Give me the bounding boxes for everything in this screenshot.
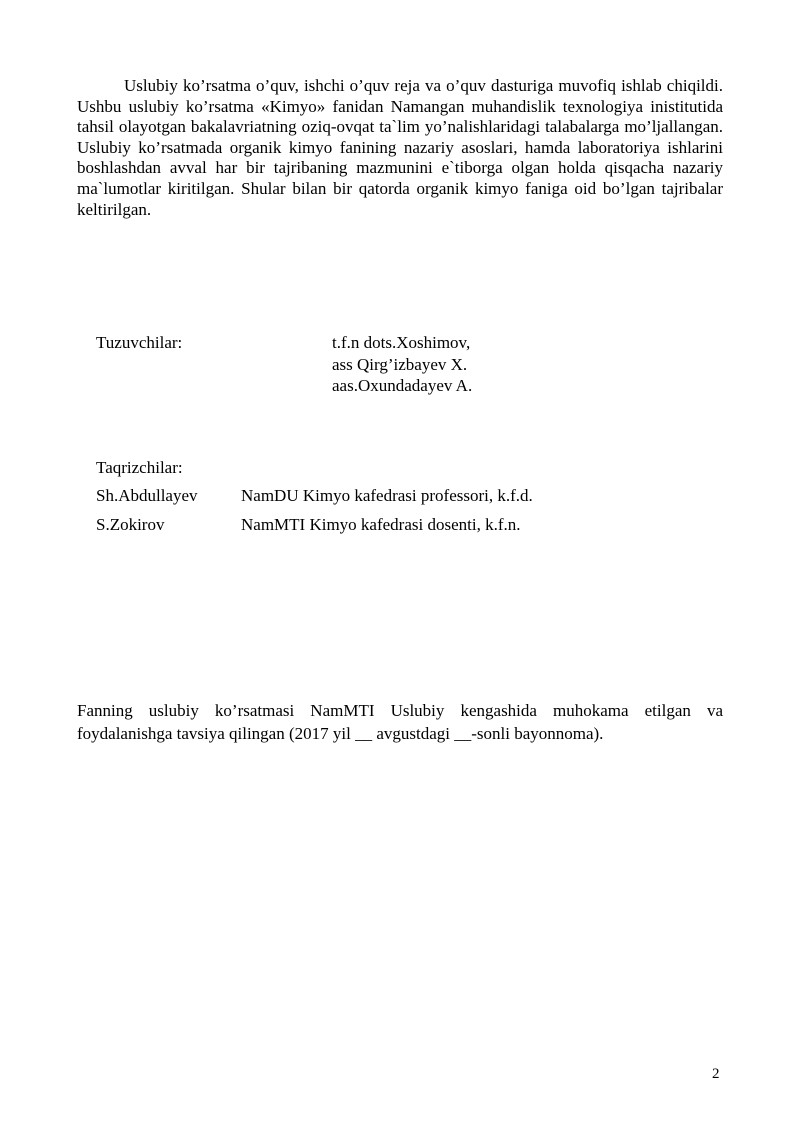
reviewers-title: Taqrizchilar: bbox=[96, 458, 183, 477]
authors-list bbox=[332, 332, 472, 397]
approval-paragraph: Fanning uslubiy ko’rsatmasi NamMTI Uslubiy kengashida muhokama etilgan va foydalanishga tavsiya qilingan (2017 yil __ avgustdagi __-sonli bayonnoma). bbox=[77, 701, 723, 743]
reviewer-name: Sh.Abdullayev bbox=[96, 486, 198, 505]
authors-label: Tuzuvchilar: bbox=[96, 333, 183, 352]
author-name: aas.Oxundadayev A. bbox=[332, 376, 473, 395]
reviewer-name: S.Zokirov bbox=[96, 515, 165, 534]
intro-paragraph: Uslubiy ko’rsatma o’quv, ishchi o’quv reja va o’quv dasturiga muvofiq ishlab chiqildi. Ushbu uslubiy ko’rsatma «Kimyo» fanidan Namangan muhandislik texnologiya inistitutida tahsil olayotgan bakalavriatning oziq-ovqat ta`lim yo’nalishlaridagi talabalarga mo’ljallangan. Uslubiy ko’rsatmada organik kimyo fanining nazariy asoslari, hamda laboratoriya ishlarini boshlashdan avval har bir tajribaning mazmunini e`tiborga olgan holda qisqacha nazariy ma`lumotlar kiritilgan. Shular bilan bir qatorda organik kimyo faniga oid bo’lgan tajribalar keltirilgan. bbox=[77, 76, 723, 219]
author-name: t.f.n dots.Xoshimov, bbox=[332, 333, 471, 352]
reviewer-role: NamDU Kimyo kafedrasi professori, k.f.d. bbox=[241, 486, 533, 505]
reviewer-role: NamMTI Kimyo kafedrasi dosenti, k.f.n. bbox=[241, 515, 521, 534]
page-number: 2 bbox=[712, 1066, 720, 1082]
author-name: ass Qirg’izbayev X. bbox=[332, 354, 468, 374]
